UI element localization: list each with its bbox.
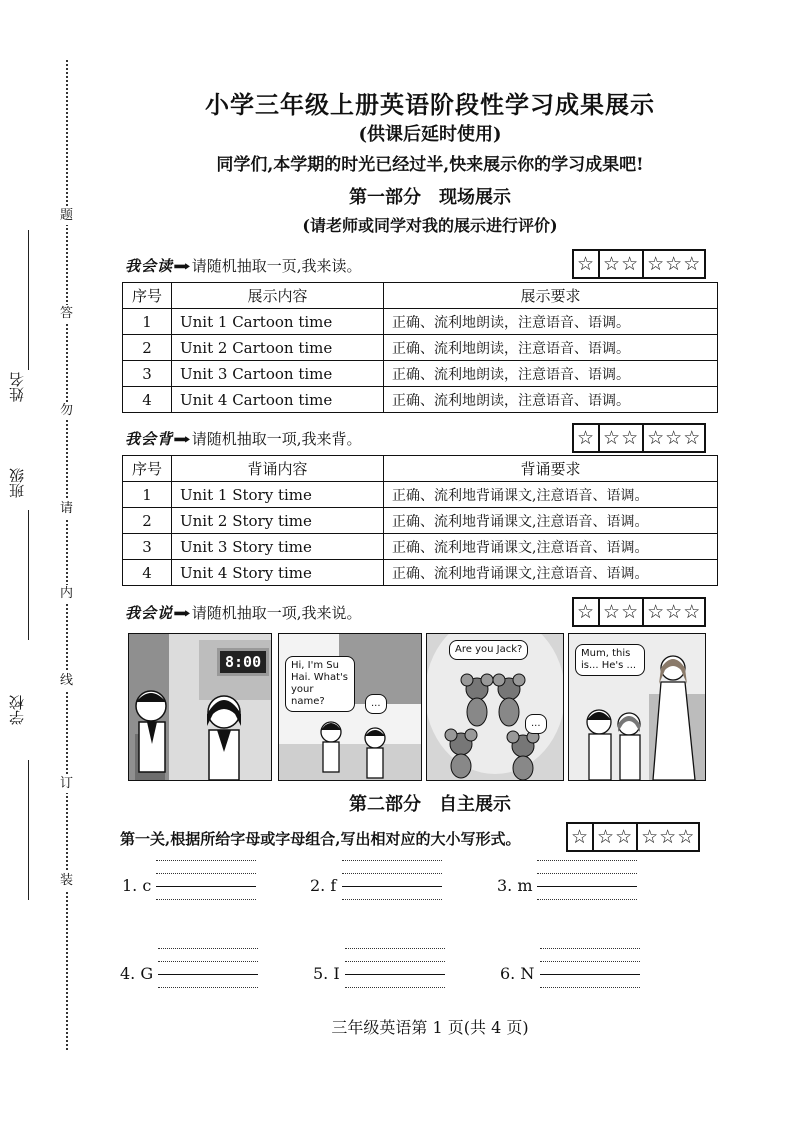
row-requirement: 正确、流利地背诵课文,注意语音、语调。 bbox=[384, 560, 718, 586]
handwriting-lines[interactable] bbox=[342, 848, 442, 900]
handwriting-lines[interactable] bbox=[158, 936, 258, 988]
part1-heading bbox=[100, 183, 760, 209]
row-index: 1 bbox=[123, 482, 172, 508]
letter-prompt: 4. G bbox=[120, 964, 154, 983]
letter-prompt: 2. f bbox=[310, 876, 337, 895]
row-index: 2 bbox=[123, 508, 172, 534]
name-label: 姓名 bbox=[8, 372, 26, 402]
row-index: 3 bbox=[123, 534, 172, 560]
table-row bbox=[123, 361, 718, 387]
speak-section-heading bbox=[125, 602, 362, 623]
handwriting-lines[interactable] bbox=[156, 848, 256, 900]
row-index: 4 bbox=[123, 387, 172, 413]
arrow-right-icon: ➡ bbox=[173, 606, 191, 622]
school-label: 学校 bbox=[8, 695, 26, 725]
table-row bbox=[123, 387, 718, 413]
row-requirement: 正确、流利地朗读，注意语音、语调。 bbox=[384, 361, 718, 387]
col-header-content: 背诵内容 bbox=[172, 456, 384, 482]
intro-text: 同学们,本学期的时光已经过半,快来展示你的学习成果吧! bbox=[216, 155, 644, 175]
col-header-index: 序号 bbox=[123, 283, 172, 309]
star-icon-rating-1[interactable]: ☆ bbox=[568, 824, 594, 850]
col-header-requirement: 背诵要求 bbox=[384, 456, 718, 482]
row-requirement: 正确、流利地朗读，注意语音、语调。 bbox=[384, 309, 718, 335]
comic-panel-3 bbox=[426, 633, 564, 781]
part1-label: 第一部分 bbox=[349, 187, 421, 208]
speech-bubble: ... bbox=[365, 694, 387, 714]
page-subtitle: (供课后延时使用) bbox=[358, 124, 502, 145]
row-content: Unit 2 Story time bbox=[172, 508, 384, 534]
speech-bubble: Mum, this is... He's ... bbox=[575, 644, 645, 676]
name-write-line[interactable] bbox=[28, 230, 29, 370]
speak-rating[interactable] bbox=[572, 597, 706, 627]
letter-prompt: 3. m bbox=[497, 876, 533, 895]
part2-heading bbox=[100, 790, 760, 816]
col-header-content: 展示内容 bbox=[172, 283, 384, 309]
read-instruction: 请随机抽取一页,我来读。 bbox=[191, 257, 362, 275]
comic-panel-1 bbox=[128, 633, 272, 781]
star-icon-rating-3[interactable]: ☆☆☆ bbox=[641, 826, 696, 848]
speech-bubble: Hi, I'm Su Hai. What's your name? bbox=[285, 656, 355, 712]
speech-bubble: ... bbox=[525, 714, 547, 734]
table-row bbox=[123, 560, 718, 586]
letter-prompt: 6. N bbox=[500, 964, 535, 983]
clock-display: 8:00 bbox=[217, 648, 269, 676]
read-section-heading bbox=[125, 255, 362, 276]
star-icon-rating-2[interactable]: ☆☆ bbox=[600, 425, 644, 451]
seal-char: 请 bbox=[60, 501, 74, 516]
seal-char: 订 bbox=[60, 776, 74, 791]
speak-tag: 我会说 bbox=[125, 604, 174, 622]
row-content: Unit 2 Cartoon time bbox=[172, 335, 384, 361]
arrow-right-icon: ➡ bbox=[173, 259, 191, 275]
star-icon-rating-2[interactable]: ☆☆ bbox=[600, 251, 644, 277]
recite-rating[interactable] bbox=[572, 423, 706, 453]
recite-section-heading bbox=[125, 428, 362, 449]
row-content: Unit 3 Cartoon time bbox=[172, 361, 384, 387]
star-icon-rating-2[interactable]: ☆☆ bbox=[600, 599, 644, 625]
table-row bbox=[123, 534, 718, 560]
part2-name: 自主展示 bbox=[439, 794, 511, 815]
seal-char: 线 bbox=[60, 673, 74, 688]
seal-char: 装 bbox=[60, 873, 74, 888]
page-title: 小学三年级上册英语阶段性学习成果展示 bbox=[205, 90, 655, 119]
letter-prompt: 1. c bbox=[122, 876, 152, 895]
row-content: Unit 4 Story time bbox=[172, 560, 384, 586]
speech-bubble: Are you Jack? bbox=[449, 640, 528, 660]
recite-tag: 我会背 bbox=[125, 430, 174, 448]
part1-name: 现场展示 bbox=[439, 187, 511, 208]
star-icon-rating-2[interactable]: ☆☆ bbox=[594, 824, 638, 850]
row-requirement: 正确、流利地背诵课文,注意语音、语调。 bbox=[384, 482, 718, 508]
row-index: 4 bbox=[123, 560, 172, 586]
handwriting-lines[interactable] bbox=[540, 936, 640, 988]
row-requirement: 正确、流利地背诵课文,注意语音、语调。 bbox=[384, 534, 718, 560]
row-content: Unit 1 Story time bbox=[172, 482, 384, 508]
arrow-right-icon: ➡ bbox=[173, 432, 191, 448]
class-write-line[interactable] bbox=[28, 510, 29, 640]
recite-instruction: 请随机抽取一项,我来背。 bbox=[191, 430, 362, 448]
row-requirement: 正确、流利地背诵课文,注意语音、语调。 bbox=[384, 508, 718, 534]
seal-char: 勿 bbox=[60, 403, 74, 418]
speak-instruction: 请随机抽取一项,我来说。 bbox=[191, 604, 362, 622]
table-row bbox=[123, 335, 718, 361]
task1-instruction: 第一关,根据所给字母或字母组合,写出相对应的大小写形式。 bbox=[120, 830, 521, 848]
table-row bbox=[123, 508, 718, 534]
row-index: 3 bbox=[123, 361, 172, 387]
row-content: Unit 3 Story time bbox=[172, 534, 384, 560]
col-header-requirement: 展示要求 bbox=[384, 283, 718, 309]
table-header-row bbox=[123, 456, 718, 482]
table-row bbox=[123, 309, 718, 335]
handwriting-lines[interactable] bbox=[345, 936, 445, 988]
row-content: Unit 4 Cartoon time bbox=[172, 387, 384, 413]
recite-table bbox=[122, 455, 718, 586]
read-tag: 我会读 bbox=[125, 257, 174, 275]
class-label: 班级 bbox=[8, 468, 26, 498]
star-icon-rating-1[interactable]: ☆ bbox=[574, 251, 600, 277]
seal-char: 内 bbox=[60, 586, 74, 601]
star-icon-rating-1[interactable]: ☆ bbox=[574, 599, 600, 625]
star-icon-rating-3[interactable]: ☆☆☆ bbox=[647, 253, 702, 275]
school-write-line[interactable] bbox=[28, 760, 29, 900]
handwriting-lines[interactable] bbox=[537, 848, 637, 900]
row-content: Unit 1 Cartoon time bbox=[172, 309, 384, 335]
row-requirement: 正确、流利地朗读，注意语音、语调。 bbox=[384, 387, 718, 413]
table-header-row bbox=[123, 283, 718, 309]
part1-note: (请老师或同学对我的展示进行评价) bbox=[302, 216, 558, 235]
read-rating[interactable] bbox=[572, 249, 706, 279]
star-icon-rating-3[interactable]: ☆☆☆ bbox=[647, 427, 702, 449]
row-index: 2 bbox=[123, 335, 172, 361]
read-table bbox=[122, 282, 718, 413]
star-icon-rating-3[interactable]: ☆☆☆ bbox=[647, 601, 702, 623]
seal-char: 题 bbox=[60, 208, 74, 223]
col-header-index: 序号 bbox=[123, 456, 172, 482]
row-requirement: 正确、流利地朗读，注意语音、语调。 bbox=[384, 335, 718, 361]
seal-char: 答 bbox=[60, 306, 74, 321]
comic-panel-4 bbox=[568, 633, 706, 781]
part2-label: 第二部分 bbox=[349, 794, 421, 815]
page-footer: 三年级英语第 1 页(共 4 页) bbox=[331, 1018, 529, 1037]
table-row bbox=[123, 482, 718, 508]
row-index: 1 bbox=[123, 309, 172, 335]
comic-panel-2 bbox=[278, 633, 422, 781]
star-icon-rating-1[interactable]: ☆ bbox=[574, 425, 600, 451]
letter-prompt: 5. I bbox=[313, 964, 340, 983]
